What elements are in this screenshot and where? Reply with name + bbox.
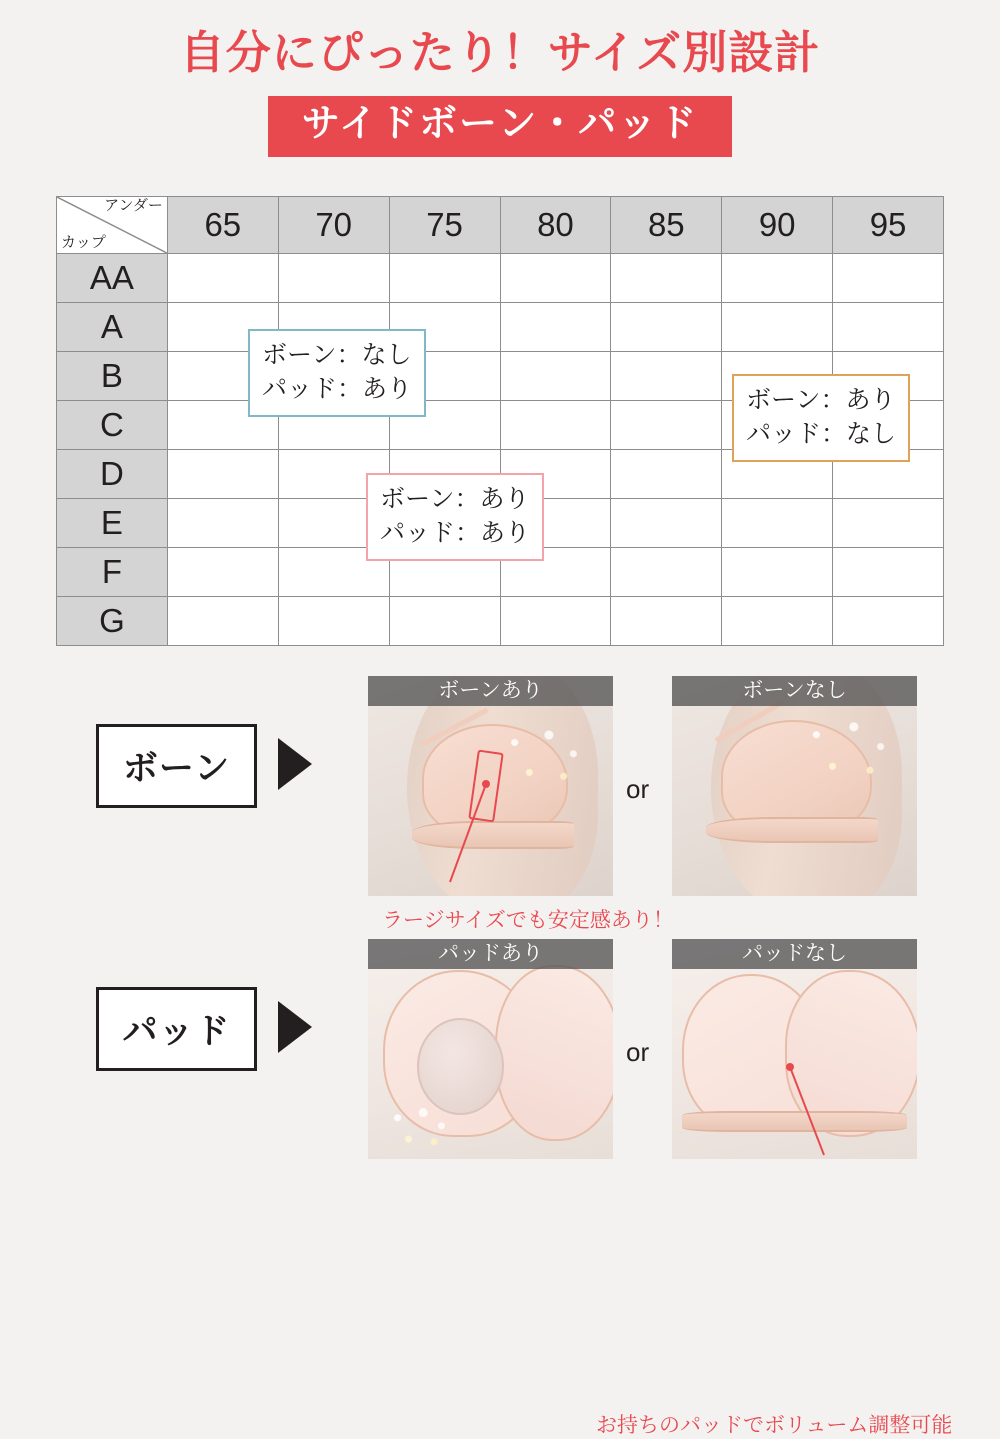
under-size-header: 85: [611, 197, 722, 254]
arrow-right-icon: [278, 1001, 312, 1053]
table-corner-cell: [57, 197, 168, 254]
caption-pad-with: パッドあり: [368, 939, 613, 969]
size-cell: [722, 597, 833, 646]
cup-label: D: [57, 450, 168, 499]
size-cell: [500, 401, 611, 450]
caption-bone-with: ボーンあり: [368, 676, 613, 706]
size-cell: [500, 352, 611, 401]
arrow-right-icon: [278, 738, 312, 790]
size-cell: [611, 401, 722, 450]
or-separator-pad: or: [626, 1037, 650, 1067]
legend-callout-bone-yes: [366, 473, 544, 561]
under-axis-label: アンダー: [104, 197, 163, 214]
row-label-pad: パッド: [96, 987, 257, 1071]
size-cell: [611, 499, 722, 548]
photo-pad-with: [368, 939, 613, 1159]
size-cell: [833, 597, 944, 646]
pad-pointer-line-icon: [672, 939, 917, 1159]
size-cell: [167, 548, 278, 597]
pad-comparison-row: [0, 939, 1000, 1437]
table-header-row: [57, 197, 944, 254]
table-row: [57, 597, 944, 646]
size-cell: [722, 254, 833, 303]
cup-label: G: [57, 597, 168, 646]
or-separator-bone: or: [626, 774, 650, 804]
bra-illustration-pad-without: [672, 939, 917, 1159]
cup-label: AA: [57, 254, 168, 303]
cup-label: F: [57, 548, 168, 597]
photo-bone-without: [672, 676, 917, 896]
note-pad: お持ちのパッドでボリューム調整可能: [596, 1414, 953, 1437]
caption-bone-without: ボーンなし: [672, 676, 917, 706]
legend-line: パッド：あり: [262, 374, 413, 403]
legend-callout-bone-yes-pad-none: [732, 374, 910, 462]
legend-callout-bone-none: [248, 329, 426, 417]
legend-line: パッド：あり: [380, 518, 531, 547]
page-title: 自分にぴったり！サイズ別設計: [179, 27, 821, 78]
size-cell: [611, 548, 722, 597]
under-size-header: 95: [833, 197, 944, 254]
cup-label: B: [57, 352, 168, 401]
size-table-wrapper: [56, 196, 944, 646]
size-cell: [278, 597, 389, 646]
table-row: [57, 303, 944, 352]
under-size-header: 80: [500, 197, 611, 254]
size-cell: [611, 450, 722, 499]
size-cell: [722, 548, 833, 597]
cup-label: C: [57, 401, 168, 450]
size-cell: [611, 303, 722, 352]
size-cell: [833, 254, 944, 303]
size-cell: [500, 597, 611, 646]
photo-bone-with: [368, 676, 613, 896]
legend-line: ボーン：あり: [746, 386, 896, 414]
photo-pad-without: [672, 939, 917, 1159]
size-cell: [167, 499, 278, 548]
legend-line: ボーン：あり: [380, 485, 530, 513]
bone-comparison-row: [0, 676, 1000, 932]
bone-pointer-line-icon: [368, 676, 613, 896]
size-cell: [167, 254, 278, 303]
cup-axis-label: カップ: [61, 234, 106, 251]
under-size-header: 65: [167, 197, 278, 254]
size-cell: [722, 303, 833, 352]
legend-line: ボーン：なし: [262, 341, 412, 369]
row-label-bone: ボーン: [96, 724, 257, 808]
size-cell: [167, 450, 278, 499]
subtitle-text: サイドボーン・パッド: [268, 96, 733, 158]
caption-pad-without: パッドなし: [672, 939, 917, 969]
under-size-header: 75: [389, 197, 500, 254]
under-size-header: 90: [722, 197, 833, 254]
size-cell: [833, 303, 944, 352]
feature-comparison-section: [0, 676, 1000, 1437]
size-cell: [833, 548, 944, 597]
under-size-header: 70: [278, 197, 389, 254]
size-cell: [500, 254, 611, 303]
subtitle-banner: [0, 96, 1000, 158]
note-bone: ラージサイズでも安定感あり！: [382, 909, 674, 932]
size-cell: [833, 499, 944, 548]
size-cell: [722, 499, 833, 548]
cup-label: E: [57, 499, 168, 548]
bra-illustration-bone-with: [368, 676, 613, 896]
size-cell: [389, 597, 500, 646]
size-cell: [500, 303, 611, 352]
size-cell: [167, 597, 278, 646]
size-cell: [389, 254, 500, 303]
size-cell: [611, 597, 722, 646]
size-cell: [611, 254, 722, 303]
legend-line: パッド：なし: [746, 419, 897, 448]
size-cell: [611, 352, 722, 401]
cup-label: A: [57, 303, 168, 352]
table-row: [57, 254, 944, 303]
bra-illustration-pad-with: [368, 939, 613, 1159]
size-cell: [278, 254, 389, 303]
bra-illustration-bone-without: [672, 676, 917, 896]
